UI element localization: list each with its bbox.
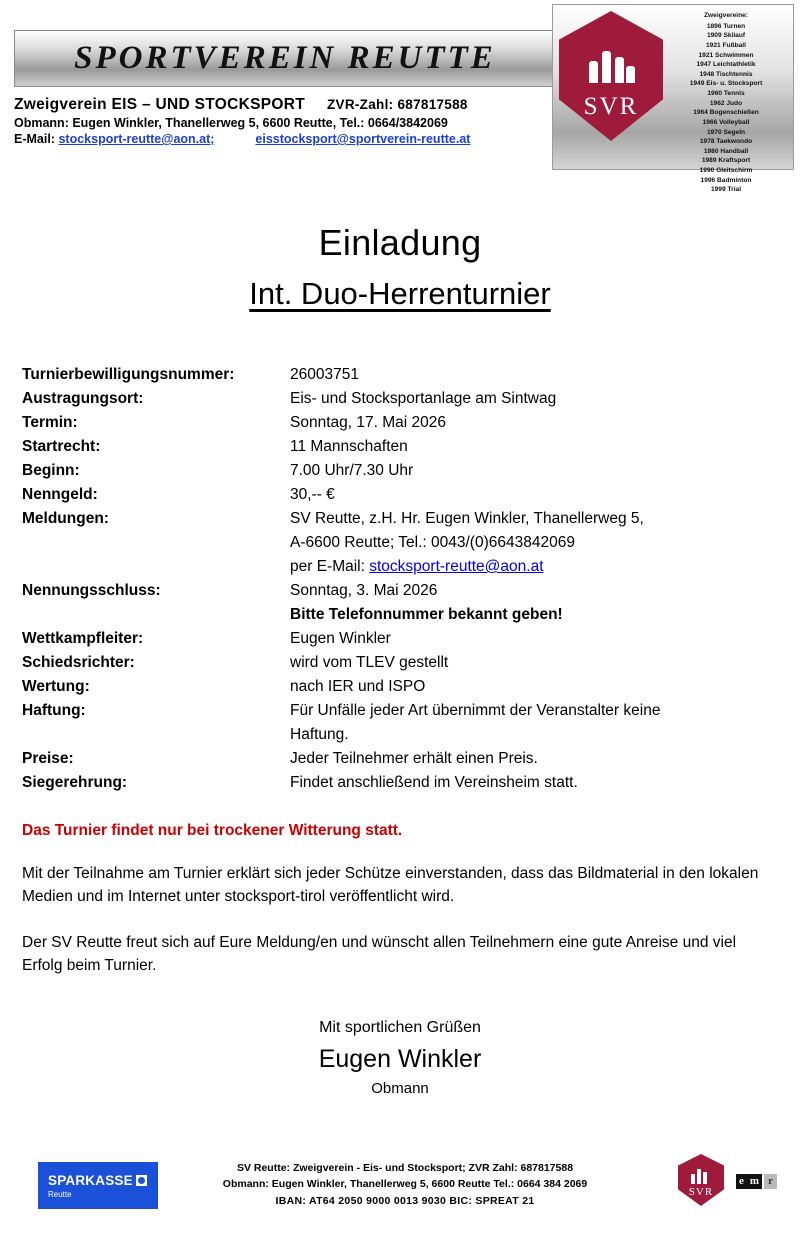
branch-item: 1964 Bogenschießen — [693, 109, 759, 117]
club-banner-title: SPORTVEREIN REUTTE — [74, 40, 496, 76]
club-banner — [14, 30, 556, 87]
footer-svr-crest — [678, 1154, 724, 1212]
detail-value: Findet anschließend im Vereinsheim statt. — [290, 774, 578, 791]
weather-warning: Das Turnier findet nur bei trockener Witterung statt. — [22, 822, 403, 839]
meldungen-email-prefix: per E-Mail: — [290, 558, 370, 575]
branch-item: 1909 Skilauf — [706, 32, 746, 40]
detail-label: Turnierbewilligungsnummer: — [22, 366, 235, 383]
svr-crest — [559, 11, 663, 163]
email-link-primary[interactable]: stocksport-reutte@aon.at; — [58, 132, 215, 146]
detail-row — [22, 414, 782, 432]
sparkasse-name-row — [48, 1173, 158, 1188]
branch-item: 1960 Tennis — [707, 90, 745, 97]
detail-value: Sonntag, 3. Mai 2026 — [290, 582, 438, 599]
branch-item: 1989 Kraftsport — [701, 157, 751, 165]
detail-value: Jeder Teilnehmer erhält einen Preis. — [290, 750, 538, 767]
detail-label: Wertung: — [22, 678, 90, 695]
meldungen-email-link[interactable]: stocksport-reutte@aon.at — [369, 558, 544, 575]
tournament-details — [22, 366, 782, 792]
detail-row — [22, 702, 782, 720]
detail-label: Meldungen: — [22, 510, 109, 527]
zvr-number: ZVR-Zahl: 687817588 — [326, 97, 468, 112]
sparkasse-name: SPARKASSE — [48, 1172, 133, 1188]
emr-badge-r: r — [764, 1174, 777, 1189]
footer-line-2: Obmann: Eugen Winkler, Thanellerweg 5, 6600 Reutte Tel.: 0664 384 2069 — [222, 1178, 588, 1191]
branch-item: 1921 Schwimmen — [698, 51, 754, 59]
detail-row — [22, 366, 782, 384]
signature-name: Eugen Winkler — [318, 1045, 482, 1073]
branches-heading: Zweigvereine: — [704, 12, 748, 19]
branch-item: 1949 Eis- u. Stocksport — [689, 80, 763, 88]
detail-label: Schiedsrichter: — [22, 654, 135, 671]
branch-item: 1948 Tischtennis — [699, 70, 753, 78]
branch-item: 1990 Gleitschirm — [699, 167, 753, 174]
closing-paragraph: Der SV Reutte freut sich auf Eure Meldung/en und wünscht allen Teilnehmern eine gute Anreise und viel Erfolg beim Turnier. — [22, 933, 737, 974]
document-header — [0, 0, 800, 194]
detail-row — [22, 750, 782, 768]
detail-value: Sonntag, 17. Mai 2026 — [290, 414, 446, 431]
footer-curling-stones-icon — [691, 1168, 711, 1184]
club-section-label: Zweigverein EIS – UND STOCKSPORT — [14, 96, 305, 113]
detail-value: 11 Mannschaften — [290, 438, 408, 455]
detail-value: 26003751 — [290, 366, 359, 383]
detail-row — [22, 582, 782, 600]
email-label: E-Mail: — [14, 132, 55, 146]
detail-value: Für Unfälle jeder Art übernimmt der Veranstalter keine — [290, 702, 661, 719]
haftung-line2: Haftung. — [290, 726, 349, 743]
club-email-line — [14, 132, 544, 146]
media-consent-paragraph: Mit der Teilnahme am Turnier erklärt sich jeder Schütze einverstanden, dass das Bildmaterial in den lokalen Medien und im Internet unter stocksport-tirol veröffentlicht wird. — [22, 865, 759, 906]
sparkasse-s-icon — [136, 1175, 147, 1186]
branch-item: 1996 Badminton — [700, 176, 752, 184]
detail-label: Preise: — [22, 750, 74, 767]
detail-row — [22, 630, 782, 648]
branches-list — [665, 11, 787, 195]
meldungen-email-line — [290, 558, 782, 576]
phone-note: Bitte Telefonnummer bekannt geben! — [290, 606, 563, 623]
detail-label: Beginn: — [22, 462, 80, 479]
detail-row — [22, 390, 782, 408]
branch-item: 1962 Judo — [709, 99, 743, 107]
branch-item: 1947 Leichtathletik — [696, 61, 756, 69]
curling-stones-icon — [589, 49, 635, 83]
branch-item: 1970 Segeln — [706, 128, 746, 136]
detail-row — [22, 774, 782, 792]
club-contact-block — [14, 96, 544, 146]
document-footer — [0, 1140, 800, 1235]
footer-line-1: SV Reutte: Zweigverein - Eis- und Stocksport; ZVR Zahl: 687817588 — [236, 1162, 574, 1174]
crest-label: SVR — [583, 93, 639, 120]
detail-label: Startrecht: — [22, 438, 101, 455]
emr-sponsor-badge — [736, 1174, 777, 1189]
detail-label: Siegerehrung: — [22, 774, 128, 791]
sparkasse-branch: Reutte — [48, 1189, 72, 1199]
detail-row — [22, 654, 782, 672]
detail-row — [22, 510, 782, 528]
meldungen-address-line2: A-6600 Reutte; Tel.: 0043/(0)6643842069 — [290, 534, 575, 551]
detail-label: Wettkampfleiter: — [22, 630, 144, 647]
detail-row — [22, 678, 782, 696]
detail-label: Nennungsschluss: — [22, 582, 161, 599]
email-link-secondary[interactable]: eisstocksport@sportverein-reutte.at — [255, 132, 471, 146]
signature-role: Obmann — [371, 1080, 429, 1097]
branch-item: 1980 Handball — [703, 147, 749, 155]
detail-row — [22, 438, 782, 456]
emr-badge-e: e — [736, 1174, 747, 1189]
detail-value: Eugen Winkler — [290, 630, 391, 647]
sparkasse-logo — [38, 1162, 158, 1209]
branch-item: 1978 Taekwondo — [699, 138, 753, 146]
branch-item: 1921 Fußball — [706, 41, 746, 49]
document-title: Einladung — [318, 222, 482, 263]
signature-block — [0, 1019, 800, 1097]
emblem-panel — [552, 4, 794, 194]
detail-value: 7.00 Uhr/7.30 Uhr — [290, 462, 414, 479]
club-section-line — [14, 96, 544, 114]
document-subtitle: Int. Duo-Herrenturnier — [249, 276, 551, 311]
club-chairman-line: Obmann: Eugen Winkler, Thanellerweg 5, 6600 Reutte, Tel.: 0664/3842069 — [14, 116, 448, 130]
detail-row — [22, 486, 782, 504]
branch-item: 1896 Turnen — [706, 22, 746, 30]
detail-label: Nenngeld: — [22, 486, 98, 503]
footer-bank-line: IBAN: AT64 2050 9000 0013 9030 BIC: SPREAT 21 — [275, 1194, 535, 1207]
footer-crest-label: SVR — [688, 1186, 714, 1198]
branch-item: 1999 Trial — [710, 186, 742, 194]
detail-value: nach IER und ISPO — [290, 678, 426, 695]
emr-badge-m: m — [747, 1174, 762, 1189]
detail-label: Termin: — [22, 414, 78, 431]
detail-label: Austragungsort: — [22, 390, 144, 407]
detail-value: Eis- und Stocksportanlage am Sintwag — [290, 390, 557, 407]
detail-value: 30,-- € — [290, 486, 335, 503]
signature-greeting: Mit sportlichen Grüßen — [319, 1019, 481, 1036]
footer-club-info — [180, 1160, 630, 1209]
branch-item: 1966 Volleyball — [702, 118, 750, 126]
detail-row — [22, 462, 782, 480]
detail-value: wird vom TLEV gestellt — [290, 654, 449, 671]
detail-value: SV Reutte, z.H. Hr. Eugen Winkler, Thanellerweg 5, — [290, 510, 644, 527]
detail-label: Haftung: — [22, 702, 86, 719]
